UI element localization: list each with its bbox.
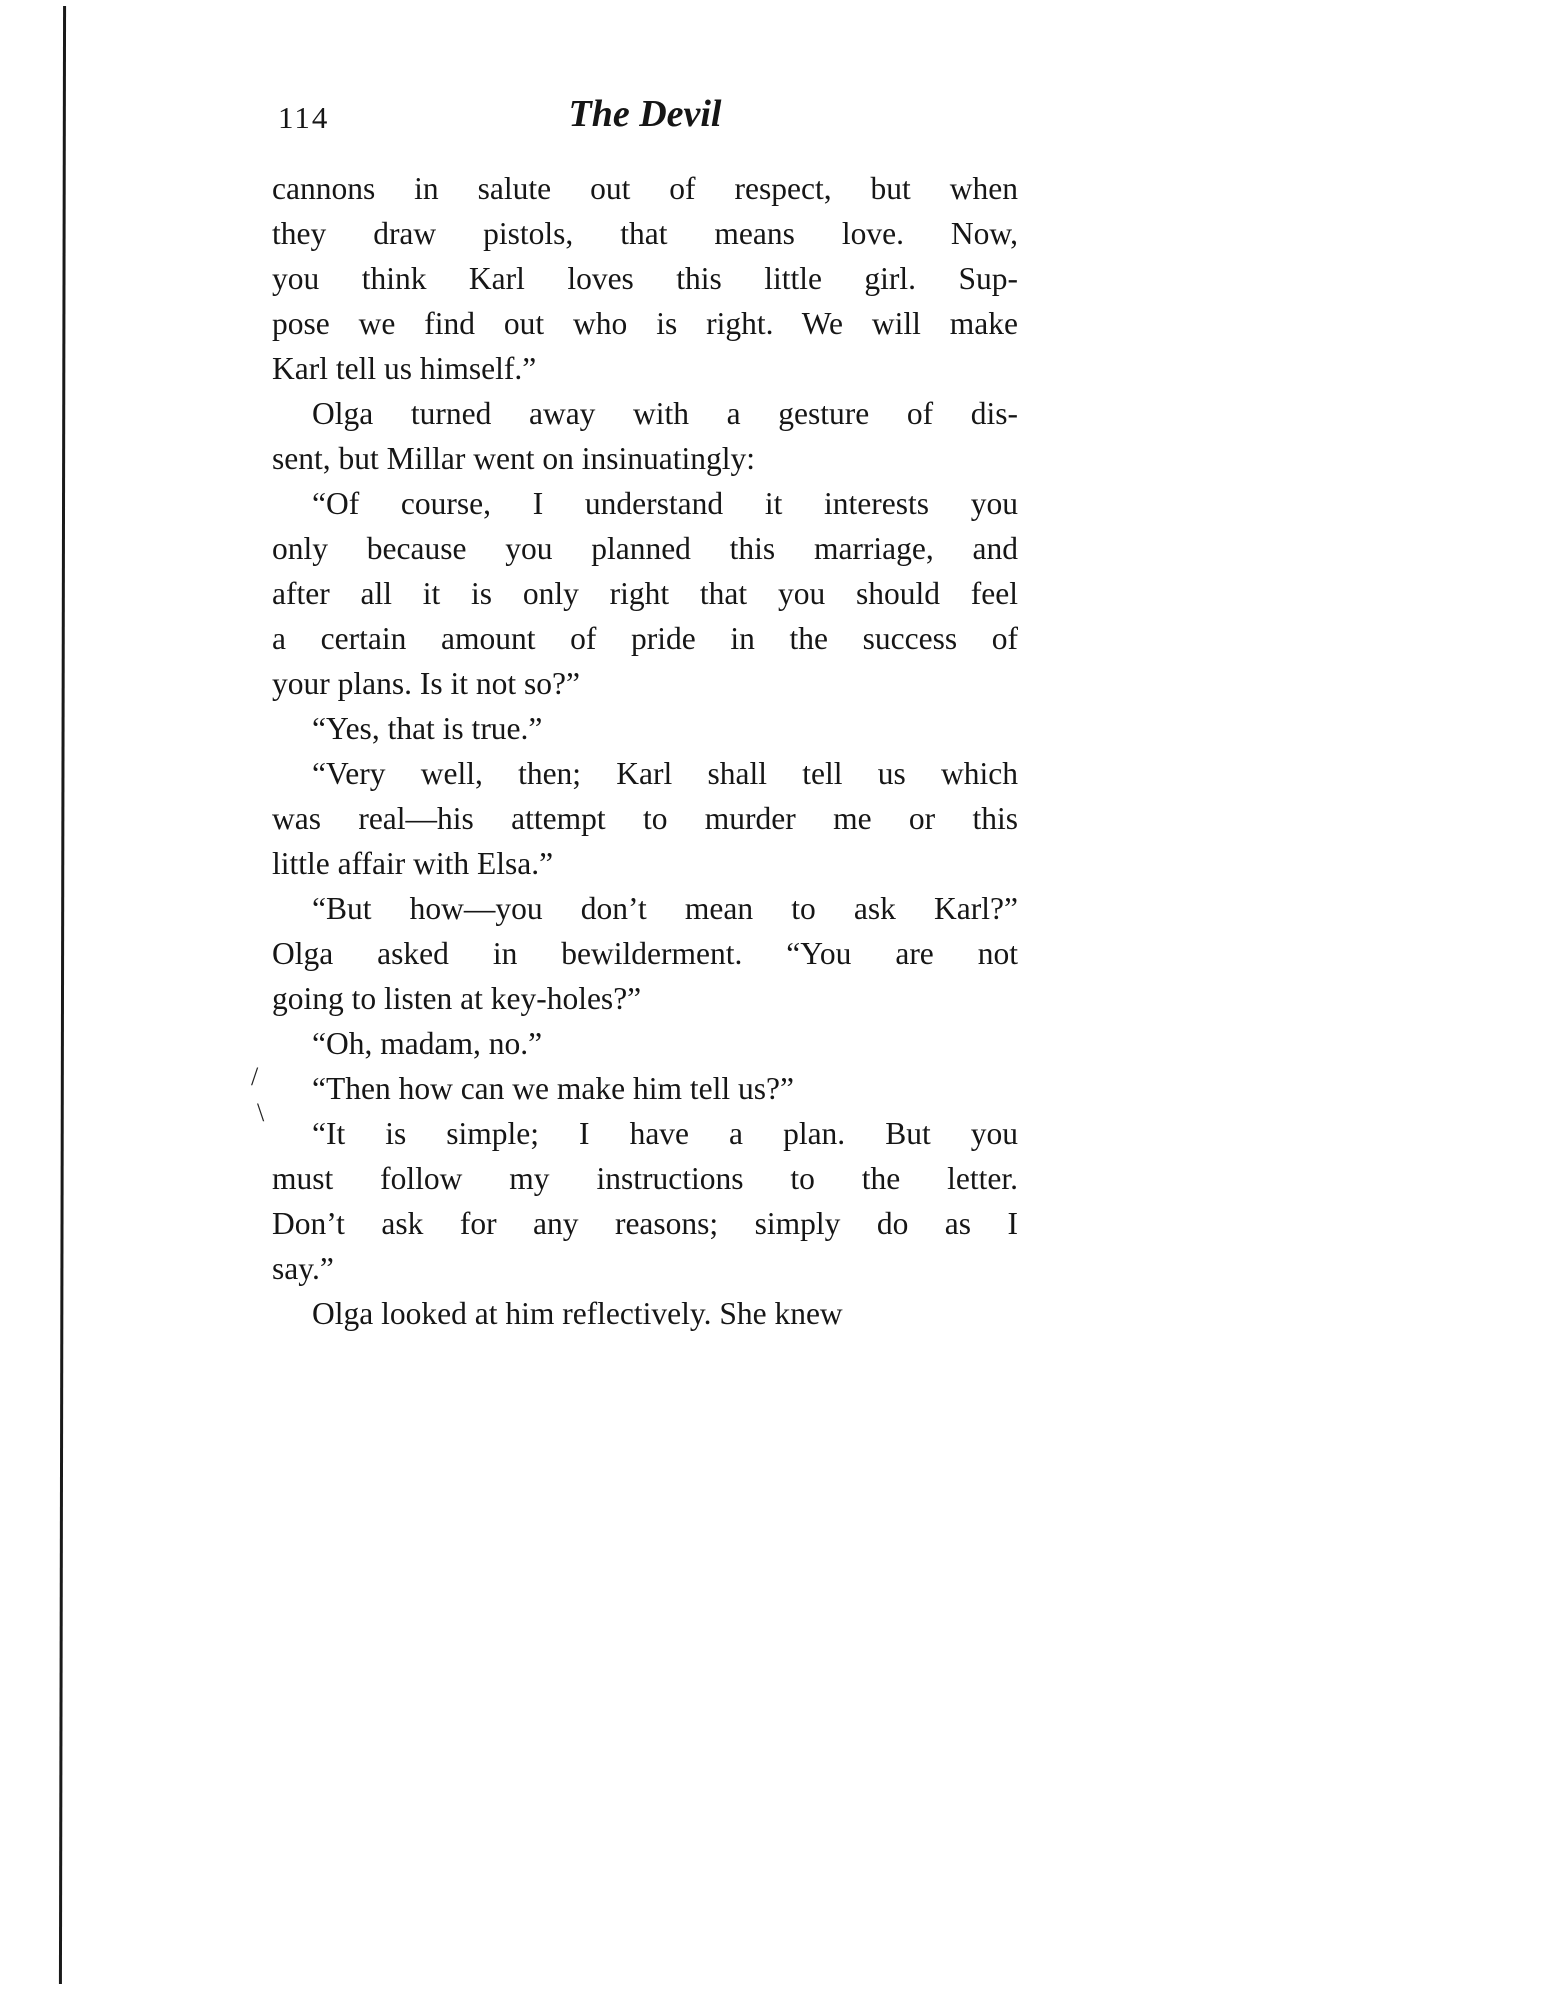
paragraph	[272, 1291, 1018, 1336]
text-line: “It is simple; I have a plan. But you	[312, 1116, 1018, 1151]
text-line: after all it is only right that you should feel	[272, 576, 1018, 611]
paragraph	[272, 1021, 1018, 1066]
page-content	[272, 92, 1018, 1336]
text-line: Olga turned away with a gesture of dis-	[312, 396, 1018, 431]
paragraph	[272, 1111, 1018, 1291]
text-line: a certain amount of pride in the success of	[272, 621, 1018, 656]
text-line: “Then how can we make him tell us?”	[312, 1071, 794, 1106]
paragraph	[272, 886, 1018, 1021]
stray-mark: \	[257, 1098, 265, 1127]
text-line: Olga asked in bewilderment. “You are not	[272, 936, 1018, 971]
text-line: pose we find out who is right. We will make	[272, 306, 1018, 341]
text-line: “But how—you don’t mean to ask Karl?”	[312, 891, 1018, 926]
paragraph	[272, 166, 1018, 391]
text-line: going to listen at key-holes?”	[272, 981, 642, 1016]
page-header	[272, 92, 1018, 142]
text-line: only because you planned this marriage, and	[272, 531, 1018, 566]
page-body	[272, 166, 1018, 1336]
page-gutter-line	[59, 6, 66, 1984]
paragraph	[272, 481, 1018, 706]
text-line: Karl tell us himself.”	[272, 351, 537, 386]
text-line: say.”	[272, 1251, 334, 1286]
text-line: cannons in salute out of respect, but when	[272, 171, 1018, 206]
text-line: “Very well, then; Karl shall tell us which	[312, 756, 1018, 791]
paragraph	[272, 706, 1018, 751]
text-line: your plans. Is it not so?”	[272, 666, 580, 701]
paragraph	[272, 1066, 1018, 1111]
text-line: little affair with Elsa.”	[272, 846, 554, 881]
text-line: “Oh, madam, no.”	[312, 1026, 543, 1061]
text-line: “Yes, that is true.”	[312, 711, 543, 746]
text-line: Don’t ask for any reasons; simply do as I	[272, 1206, 1018, 1241]
paragraph	[272, 391, 1018, 481]
running-title: The Devil	[568, 93, 722, 135]
page-number: 114	[278, 100, 330, 135]
text-line: you think Karl loves this little girl. Sup-	[272, 261, 1018, 296]
paragraph	[272, 751, 1018, 886]
text-line: they draw pistols, that means love. Now,	[272, 216, 1018, 251]
text-line: was real—his attempt to murder me or this	[272, 801, 1018, 836]
stray-mark: /	[251, 1062, 259, 1091]
text-line: must follow my instructions to the letter.	[272, 1161, 1018, 1196]
text-line: “Of course, I understand it interests you	[312, 486, 1018, 521]
text-line: Olga looked at him reflectively. She knew	[312, 1296, 843, 1331]
text-line: sent, but Millar went on insinuatingly:	[272, 441, 755, 476]
